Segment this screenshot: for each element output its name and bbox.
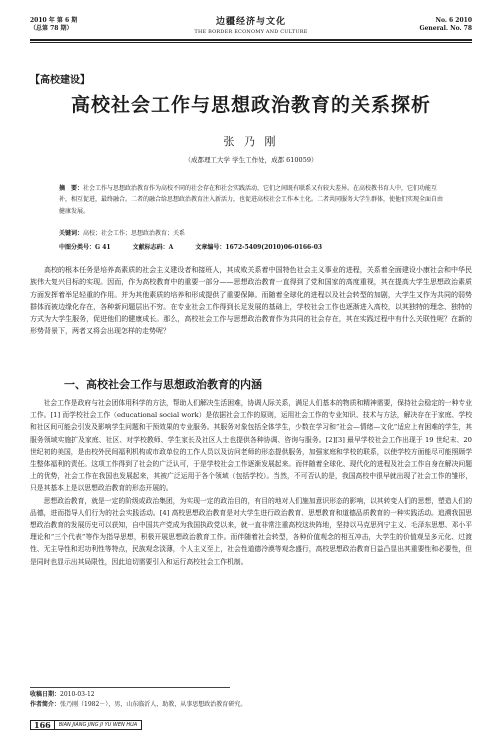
header-rule-thick xyxy=(30,39,472,41)
abstract xyxy=(59,183,443,217)
article-number: 文章编号：1672-5409(2010)06-0166-03 xyxy=(195,244,323,251)
intro-paragraph: 高校的根本任务是培养高素质的社会主义建设者和接班人，其成败关系着中国特色社会主义事业的进程，关系着全面建设小康社会和中华民族伟大复兴目标的实现。因而，作为高校教育中的重要一部分——思想政治教育一直得到了党和国家的高度重视，其在提高大学生思想政治素质方面发挥着举足轻重的作用。并为其他素质的培养和形成提供了重要保障。而随着全球化的进程以及社会转型的加剧，大学生又作为共同的弱势群体而被边缘化存在，各种新问题层出不穷。在专业社会工作得到长足发展的基础上，学校社会工作也逐渐进入高校，以其独特的理念、独特的方式为大学生服务，促进他们的健康成长。那么，高校社会工作与思想政治教育作为共同的社会存在，其在实践过程中有什么关联性呢？在新的形势背景下，两者又将会出现怎样的走势呢？ xyxy=(30,266,472,336)
footnote-rule xyxy=(30,687,230,688)
document-code: 文献标志码：A xyxy=(132,244,174,251)
keywords-label: 关键词： xyxy=(59,230,84,237)
journal-title-zh: 边疆经济与文化 xyxy=(215,17,286,27)
section-body xyxy=(30,397,472,568)
body-paragraph: 社会工作是政府与社会团体用科学的方法，帮助人们解决生活困难，协调人际关系，满足人们基本的物质和精神需要，保持社会稳定的一种专业工作。[1] 而学校社会工作（educational social work）是依据社会工作的原则，运用社会工作的专业知识、技术与方法，解决存在于家庭、学校和社区间可能会引发及影响学生问题和干预效果的专业服务。其服务对象包括全体学生，少数在学习和“社会—情绪—文化”适应上有困难的学生，其服务领域实施扩及家庭、社区、对学校教师、学生家长及社区人士也提供各种协调、咨询与服务。[2][3] 最早学校社会工作出现于 19 世纪末、20 世纪初的美国，是由校外民间福利机构或市政单位的工作人员以及访问老师的形态提供服务，加强家庭和学校的联系，以使学校方面能尽可能照顾学生整体福利的责任。这项工作得到了社会的广泛认可，于是学校社会工作逐渐发展起来。而伴随着全球化、现代化的进程及社会工作自身在解决问题上的优势，社会工作在我国也发展起来，其被广泛运用于各个领域（包括学校）。当然，不可否认的是，我国高校中很早就出现了社会工作的雏形，只是其基本上是以思想政治教育的形态开展的。 xyxy=(30,399,472,493)
section-tag: 【高校建设】 xyxy=(30,75,90,86)
page-header xyxy=(0,0,502,40)
received-label: 收稿日期： xyxy=(30,691,61,698)
issue-total-line: （总第 78 期） xyxy=(30,25,73,32)
header-rule-thin xyxy=(30,42,472,43)
issue-info-en xyxy=(419,17,472,33)
abstract-text: 社会工作与思想政治教育作为高校不同的社会存在和社会实践活动，它们之间既有联系又有较大差异。在高校教书育人中，它们功能互补，相互促进，最终融合。二者的融合给思想政治教育注入新活力，也促进高校社会工作本土化。二者共同服务大学生群体，使他们实现全面自由健康发展。 xyxy=(59,185,444,215)
author-bio-text: 张乃刚（1982－），男，山东临沂人，助教，从事思想政治教育研究。 xyxy=(60,701,247,708)
abstract-label: 摘 要： xyxy=(59,185,84,192)
issue-general-line-en: General. No. 78 xyxy=(419,25,472,32)
page-number: 166 xyxy=(31,721,55,729)
author-bio xyxy=(30,700,472,710)
running-title-en: BIAN JIANG JING JI YU WEN HUA xyxy=(58,722,138,728)
received-value: 2010-03-12 xyxy=(60,691,95,698)
keywords-text: 高校；社会工作；思想政治教育；关系 xyxy=(83,230,186,237)
journal-title-en: THE BORDER ECONOMY AND CULTURE xyxy=(194,29,308,35)
classification-line xyxy=(59,242,443,251)
author-affiliation: （成都理工大学 学生工作处，成都 610059） xyxy=(184,156,318,164)
author-name: 张 乃 刚 xyxy=(223,135,279,148)
article-title: 高校社会工作与思想政治教育的关系探析 xyxy=(70,94,431,116)
author-bio-label: 作者简介： xyxy=(30,701,61,708)
issue-line: 2010 年 第 6 期 xyxy=(30,17,78,24)
section-heading: 一、高校社会工作与思想政治教育的内涵 xyxy=(64,378,262,391)
issue-line-en: No. 6 2010 xyxy=(435,17,472,24)
clc-number: 中图分类号：G 41 xyxy=(59,244,111,251)
body-paragraph: 思想政治教育，就是一定的阶级或政治集团，为实现一定的政治目的，有目的地对人们施加意识形态的影响，以其转变人们的思想，塑造人们的品德，进而指导人们行为的社会实践活动。[4] 高校思想政治教育是对大学生进行政治教育、思想教育和道德品质教育的一种实践活动。追溯我国思想政治教育的发展历史可以获知，自中国共产党成为我国执政党以来，就一直非常注重高校这块阵地，坚持以马克思列宁主义、毛泽东思想、邓小平理论和“三个代表”等作为指导思想，积极开展思想政治教育工作。而伴随着社会转型，各种价值观念的相互冲击，大学生的价值观呈多元化、过渡性、无主导性和迟功利性等特点，民族观念淡薄，个人主义至上，社会性道德冷漠等观念盛行，高校思想政治教育日益凸显出其重要性和必要性，但是同时也显示出其局限性，因此迫切需要引入和运行高校社会工作机制。 xyxy=(30,496,472,566)
keywords xyxy=(59,228,443,237)
received-date xyxy=(30,690,472,700)
footnote xyxy=(30,690,472,710)
page-footer xyxy=(30,720,142,730)
